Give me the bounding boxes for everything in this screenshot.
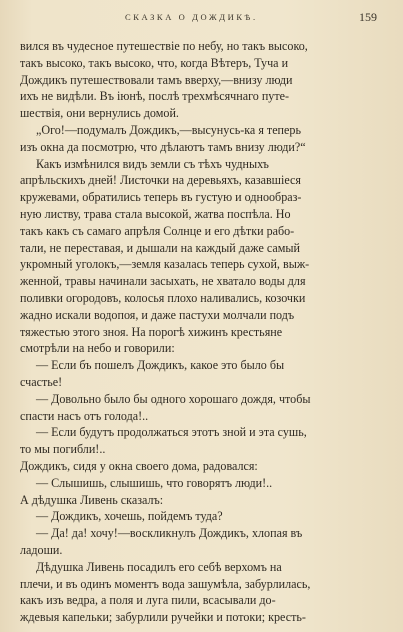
text-line: тали, не переставая, и дышали на каждый даже самый (20, 240, 300, 255)
text-line: то мы погибли!.. (20, 442, 106, 457)
page-header (0, 10, 403, 26)
text-line: женной, травы начинали засыхать, не хватало воды для (20, 274, 306, 289)
text-line: такъ высоко, такъ высоко, что, когда Вѣтеръ, Туча и (20, 55, 289, 70)
text-line: счастье! (20, 374, 63, 389)
text-line: какъ изъ ведра, а поля и луга пили, всасывали до- (20, 593, 276, 608)
text-line: — Слышишь, слышишь, что говорятъ люди!.. (36, 475, 273, 490)
text-line: такъ какъ съ самаго апрѣля Солнце и его дѣтки рабо- (20, 223, 295, 238)
text-line: Дождикъ, сидя у окна своего дома, радовался: (20, 458, 258, 473)
text-line: — Если будутъ продолжаться этотъ зной и эта сушь, (36, 425, 307, 440)
text-line: — Да! да! хочу!—воскликнулъ Дождикъ, хлопая въ (36, 526, 303, 541)
text-line: — Если бъ пошелъ Дождикъ, какое это было бы (36, 358, 285, 373)
text-line: — Довольно было бы одного хорошаго дождя, чтобы (36, 391, 311, 406)
text-line: Дождикъ путешествовали тамъ вверху,—внизу люди (20, 72, 293, 87)
text-line: „Ого!—подумалъ Дождикъ,—высунусь-ка я теперь (36, 122, 301, 137)
text-line: Дѣдушка Ливень посадилъ его себѣ верхомъ на (36, 559, 282, 574)
text-line: поливки огородовъ, колосья плохо наливались, козочки (20, 290, 306, 305)
text-line: изъ окна да посмотрю, что дѣлаютъ тамъ внизу люди?“ (20, 139, 306, 154)
text-line: тяжестью этого зноя. На порогѣ хижинъ крестьяне (20, 324, 283, 339)
text-line: ихъ не видѣли. Въ іюнѣ, послѣ трехмѣсячнаго путе- (20, 89, 290, 104)
text-line: апрѣльскихъ дней! Листочки на деревьяхъ, казавшіеся (20, 173, 301, 188)
running-title: СКАЗКА О ДОЖДИКѢ. (125, 12, 258, 22)
text-line: вился въ чудесное путешествіе по небу, но такъ высоко, (20, 39, 308, 53)
text-line: ную листву, трава стала высокой, жатва поспѣла. Но (20, 206, 291, 221)
text-line: жадно искали водопоя, и даже пастухи молчали подъ (20, 307, 295, 322)
text-line: смотрѣли на небо и говорили: (20, 341, 175, 356)
text-line: шествія, они вернулись домой. (20, 106, 179, 121)
text-line: А дѣдушка Ливень сказалъ: (20, 492, 164, 507)
text-line: ждевыя капельки; забурлили ручейки и потоки; кресть- (20, 610, 306, 625)
text-line: ладоши. (20, 542, 63, 557)
text-line: — Дождикъ, хочешь, пойдемъ туда? (36, 509, 223, 524)
text-line: укромный уголокъ,—земля казалась теперь сухой, выж- (20, 257, 310, 272)
page-number: 159 (359, 10, 377, 24)
text-line: Какъ измѣнился видъ земли съ тѣхъ чудныхъ (36, 156, 269, 171)
body-text (20, 38, 382, 626)
text-line: плечи, и въ одинъ моментъ вода зашумѣла, забурлилась, (20, 576, 311, 591)
text-line: кружевами, обратились теперь въ густую и однообраз- (20, 190, 302, 205)
text-line: спасти насъ отъ голода!.. (20, 408, 149, 423)
